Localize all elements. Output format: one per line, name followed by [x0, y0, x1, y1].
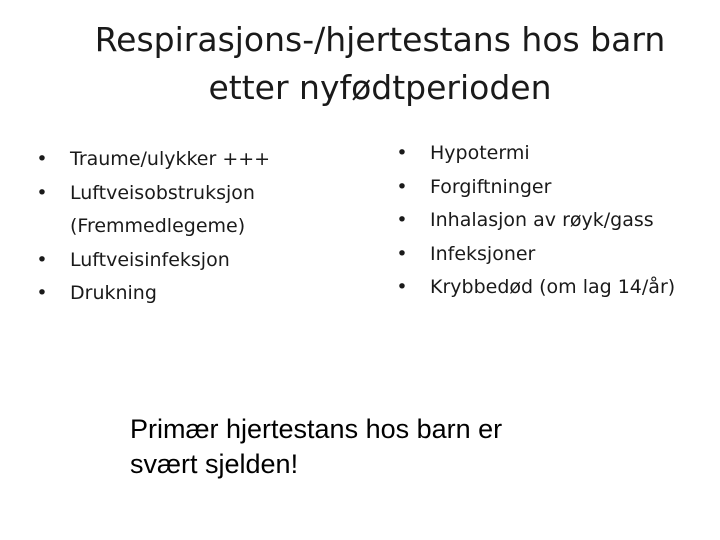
bullet-icon: •	[36, 282, 48, 304]
list-item	[392, 171, 712, 205]
right-bullet-list	[392, 137, 712, 305]
bullet-text: Infeksjoner	[430, 242, 536, 265]
bullet-text: Inhalasjon av røyk/gass	[430, 209, 654, 231]
bullet-text: Drukning	[70, 282, 157, 304]
bullet-text: Luftveisobstruksjon (Fremmedlegeme)	[70, 181, 255, 237]
list-item	[392, 137, 712, 171]
key-message	[130, 412, 610, 482]
bullet-icon: •	[396, 142, 408, 164]
bullet-icon: •	[36, 148, 48, 170]
list-item	[32, 143, 332, 177]
list-item	[392, 204, 712, 238]
bullet-text: Forgiftninger	[430, 175, 552, 198]
key-message-line-2: svært sjelden!	[130, 449, 299, 479]
list-item	[32, 277, 332, 311]
title-line-1: Respirasjons-/hjertestans hos barn	[94, 20, 666, 59]
key-message-line-1: Primær hjertestans hos barn er	[130, 414, 503, 444]
left-bullet-list	[32, 143, 332, 311]
list-item	[392, 271, 712, 305]
bullet-text: Krybbedød (om lag 14/år)	[430, 276, 676, 298]
bullet-text: Traume/ulykker +++	[70, 148, 271, 170]
title-line-2: etter nyfødtperioden	[208, 68, 552, 107]
bullet-icon: •	[396, 209, 408, 231]
bullet-icon: •	[396, 175, 408, 198]
bullet-text: Hypotermi	[430, 142, 530, 164]
list-item	[32, 244, 332, 278]
bullet-icon: •	[36, 181, 48, 204]
bullet-icon: •	[36, 248, 48, 271]
list-item	[32, 177, 332, 244]
bullet-icon: •	[396, 276, 408, 298]
slide-title	[40, 16, 720, 112]
list-item	[392, 238, 712, 272]
bullet-text: Luftveisinfeksjon	[70, 248, 230, 271]
bullet-icon: •	[396, 242, 408, 265]
